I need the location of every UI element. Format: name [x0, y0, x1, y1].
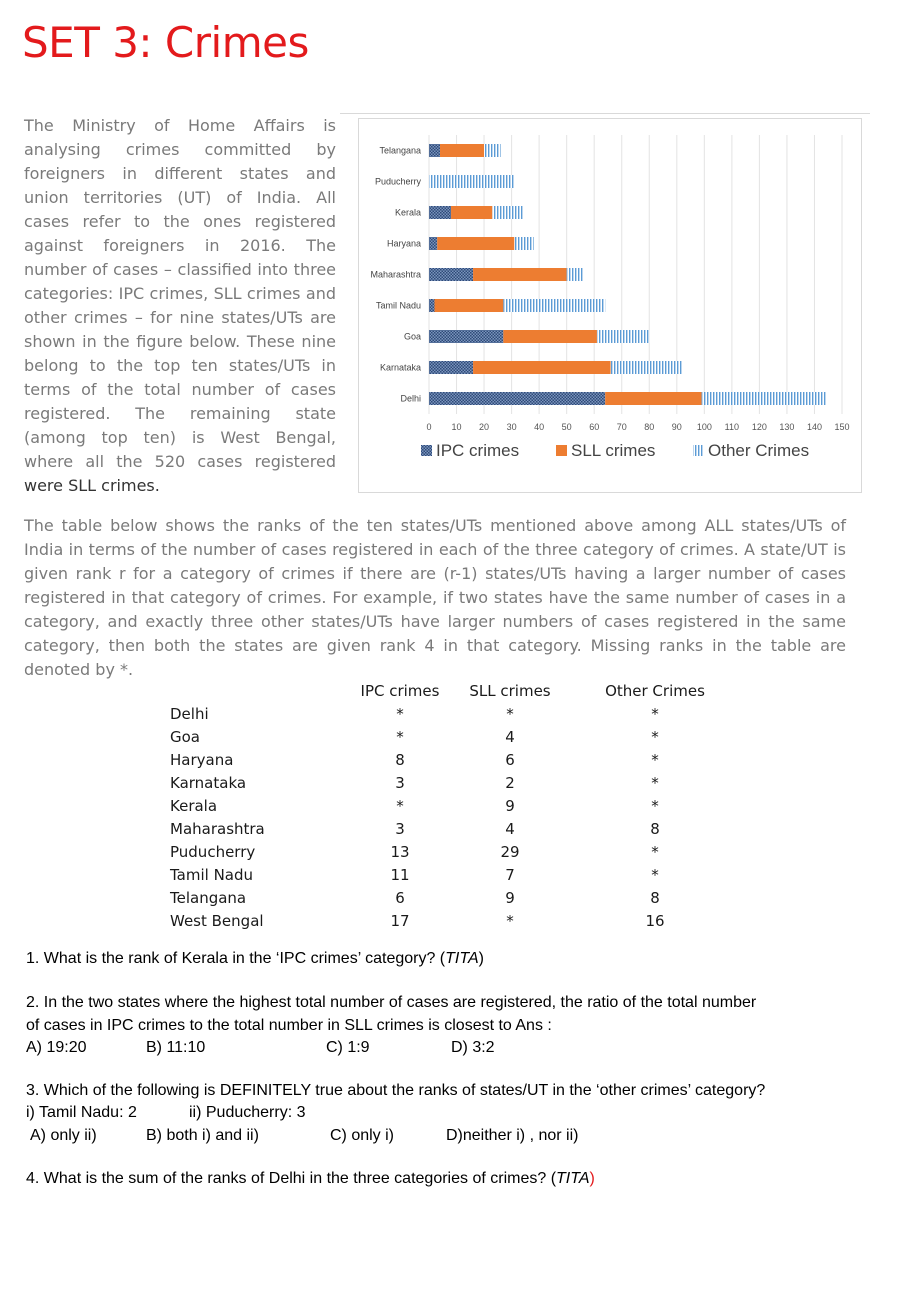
- legend-swatch: [421, 445, 432, 456]
- bar-other-crimes: [597, 330, 649, 343]
- table-row: [164, 886, 740, 909]
- other-rank: *: [651, 704, 659, 723]
- crimes-chart: [358, 118, 862, 493]
- state-name: Telangana: [170, 888, 247, 907]
- bar-sll-crimes: [473, 268, 567, 281]
- question-4-close: ): [589, 1170, 595, 1187]
- ipc-rank: 8: [395, 750, 405, 769]
- bar-sll-crimes: [503, 330, 597, 343]
- x-tick-label: 40: [534, 422, 545, 432]
- bar-other-crimes: [429, 175, 514, 188]
- question-2-option-d: D) 3:2: [451, 1039, 495, 1056]
- state-name: Goa: [170, 727, 200, 746]
- bar-sll-crimes: [440, 144, 484, 157]
- legend-swatch: [556, 445, 567, 456]
- question-1-close: ): [478, 950, 484, 967]
- header-other: Other Crimes: [605, 682, 705, 700]
- state-name: West Bengal: [170, 911, 264, 930]
- chart-top-rule: [340, 113, 870, 114]
- intro-text: The Ministry of Home Affairs is analysing crimes committed by foreigners in different states and union territories (UT) of India. All cases refer to the ones registered against foreigners in 2016. The number of cases – classified into three categories: IPC crimes, SLL crimes and other crimes – for nine states/UTs are shown in the figure below. These nine belong to the top ten states/UTs in terms of the total number of cases registered. The remaining state (among top ten) is West Bengal, where all the 520 cases registered: [24, 116, 336, 471]
- question-3-statement-i: i) Tamil Nadu: 2: [26, 1104, 137, 1121]
- bar-other-crimes: [702, 392, 826, 405]
- bar-sll-crimes: [435, 299, 504, 312]
- other-rank: *: [651, 796, 659, 815]
- category-label: Puducherry: [374, 176, 421, 187]
- state-name: Kerala: [170, 796, 218, 815]
- x-tick-label: 20: [479, 422, 490, 432]
- x-tick-label: 50: [561, 422, 572, 432]
- table-row: [164, 840, 740, 863]
- table-header-row: [164, 680, 740, 702]
- category-label: Delhi: [400, 393, 421, 404]
- page-title: SET 3: Crimes: [22, 18, 309, 67]
- header-state: [164, 680, 350, 702]
- bar-ipc-crimes: [429, 144, 440, 157]
- bar-ipc-crimes: [429, 330, 503, 343]
- bar-sll-crimes: [451, 206, 492, 219]
- sll-rank: 2: [505, 773, 515, 792]
- intro-last-line: were SLL crimes.: [24, 476, 160, 495]
- x-tick-label: 110: [724, 422, 740, 432]
- crimes-chart-svg: [359, 119, 861, 492]
- bar-ipc-crimes: [429, 237, 437, 250]
- bar-ipc-crimes: [429, 299, 435, 312]
- question-1-text: 1. What is the rank of Kerala in the ‘IPC crimes’ category? (: [26, 950, 446, 967]
- sll-rank: *: [506, 911, 514, 930]
- sll-rank: 7: [505, 865, 515, 884]
- table-row: [164, 725, 740, 748]
- other-rank: *: [651, 865, 659, 884]
- table-row: [164, 794, 740, 817]
- state-name: Maharashtra: [170, 819, 265, 838]
- bar-other-crimes: [514, 237, 533, 250]
- state-name: Karnataka: [170, 773, 247, 792]
- category-label: Kerala: [394, 207, 421, 218]
- ipc-rank: 13: [390, 842, 410, 861]
- sll-rank: 9: [505, 796, 515, 815]
- legend-label: IPC crimes: [436, 441, 520, 460]
- sll-rank: 4: [505, 819, 515, 838]
- bar-ipc-crimes: [429, 392, 605, 405]
- category-label: Telangana: [379, 145, 421, 156]
- legend-label: Other Crimes: [708, 441, 810, 460]
- ipc-rank: 17: [390, 911, 410, 930]
- question-2-line-2: of cases in IPC crimes to the total number in SLL crimes is closest to Ans :: [26, 1017, 552, 1034]
- bar-other-crimes: [567, 268, 584, 281]
- ipc-rank: 3: [395, 773, 405, 792]
- ipc-rank: *: [396, 704, 404, 723]
- sll-rank: *: [506, 704, 514, 723]
- intro-paragraph: [24, 114, 336, 498]
- question-2-option-a: A) 19:20: [26, 1039, 87, 1056]
- state-name: Haryana: [170, 750, 234, 769]
- bar-sll-crimes: [437, 237, 514, 250]
- bar-other-crimes: [484, 144, 501, 157]
- state-name: Delhi: [170, 704, 209, 723]
- question-4: [26, 1170, 595, 1188]
- sll-rank: 29: [500, 842, 520, 861]
- question-1: [26, 950, 484, 968]
- ipc-rank: *: [396, 727, 404, 746]
- ipc-rank: *: [396, 796, 404, 815]
- x-tick-label: 90: [671, 422, 682, 432]
- question-3-option-b: B) both i) and ii): [146, 1127, 259, 1144]
- x-tick-label: 140: [806, 422, 822, 432]
- x-tick-label: 70: [616, 422, 627, 432]
- bar-other-crimes: [503, 299, 605, 312]
- ipc-rank: 11: [390, 865, 410, 884]
- x-tick-label: 30: [506, 422, 517, 432]
- sll-rank: 6: [505, 750, 515, 769]
- header-sll: SLL crimes: [469, 682, 551, 700]
- question-3-option-c: C) only i): [330, 1127, 395, 1144]
- table-row: [164, 817, 740, 840]
- table-row: [164, 702, 740, 725]
- sll-rank: 9: [505, 888, 515, 907]
- category-label: Goa: [403, 331, 421, 342]
- other-rank: 8: [650, 819, 660, 838]
- table-row: [164, 909, 740, 932]
- state-name: Puducherry: [170, 842, 256, 861]
- x-tick-label: 100: [696, 422, 712, 432]
- bar-other-crimes: [611, 361, 683, 374]
- bar-sll-crimes: [473, 361, 611, 374]
- question-3-line-1: 3. Which of the following is DEFINITELY true about the ranks of states/UT in the ‘other crimes’ category?: [26, 1082, 766, 1099]
- x-tick-label: 150: [834, 422, 850, 432]
- sll-rank: 4: [505, 727, 515, 746]
- bar-ipc-crimes: [429, 206, 451, 219]
- question-4-tag: TITA: [556, 1170, 590, 1187]
- category-label: Maharashtra: [370, 269, 421, 280]
- category-label: Tamil Nadu: [375, 300, 421, 311]
- x-tick-label: 80: [644, 422, 655, 432]
- table-row: [164, 863, 740, 886]
- question-2-line-1: 2. In the two states where the highest total number of cases are registered, the ratio of the total number: [26, 994, 757, 1011]
- ranking-explanation: The table below shows the ranks of the ten states/UTs mentioned above among ALL states/UTs of India in terms of the number of cases registered in each of the three category of crimes. A state/UT is given rank r for a category of crimes if there are (r-1) states/UTs having a larger number of cases registered in that category of crimes. For example, if two states have the same number of cases in a category, and exactly three other states/UTs have larger numbers of cases registered in the same category, then both the states are given rank 4 in that category. Missing ranks in the table are denoted by *.: [24, 516, 846, 679]
- x-tick-label: 0: [426, 422, 432, 432]
- bar-ipc-crimes: [429, 361, 473, 374]
- x-tick-label: 60: [589, 422, 600, 432]
- bar-sll-crimes: [605, 392, 701, 405]
- x-tick-label: 120: [751, 422, 767, 432]
- other-rank: *: [651, 842, 659, 861]
- category-label: Haryana: [386, 238, 421, 249]
- question-2-option-c: C) 1:9: [326, 1039, 370, 1056]
- x-tick-label: 130: [779, 422, 795, 432]
- bar-other-crimes: [492, 206, 522, 219]
- other-rank: 16: [645, 911, 665, 930]
- question-4-text: 4. What is the sum of the ranks of Delhi in the three categories of crimes? (: [26, 1170, 557, 1187]
- question-3-option-a: A) only ii): [30, 1127, 97, 1144]
- question-1-tag: TITA: [445, 950, 479, 967]
- x-tick-label: 10: [451, 422, 462, 432]
- ipc-rank: 3: [395, 819, 405, 838]
- legend-label: SLL crimes: [571, 441, 656, 460]
- header-ipc: IPC crimes: [360, 682, 440, 700]
- state-name: Tamil Nadu: [170, 865, 254, 884]
- bar-ipc-crimes: [429, 268, 473, 281]
- ipc-rank: 6: [395, 888, 405, 907]
- other-rank: 8: [650, 888, 660, 907]
- other-rank: *: [651, 773, 659, 792]
- other-rank: *: [651, 727, 659, 746]
- question-3-statement-ii: ii) Puducherry: 3: [189, 1104, 306, 1121]
- ranks-table: [164, 680, 740, 932]
- question-3-option-d: D)neither i) , nor ii): [446, 1127, 579, 1144]
- table-row: [164, 771, 740, 794]
- table-row: [164, 748, 740, 771]
- question-2-option-b: B) 11:10: [146, 1039, 206, 1056]
- other-rank: *: [651, 750, 659, 769]
- legend-swatch: [693, 445, 704, 456]
- category-label: Karnataka: [379, 362, 421, 373]
